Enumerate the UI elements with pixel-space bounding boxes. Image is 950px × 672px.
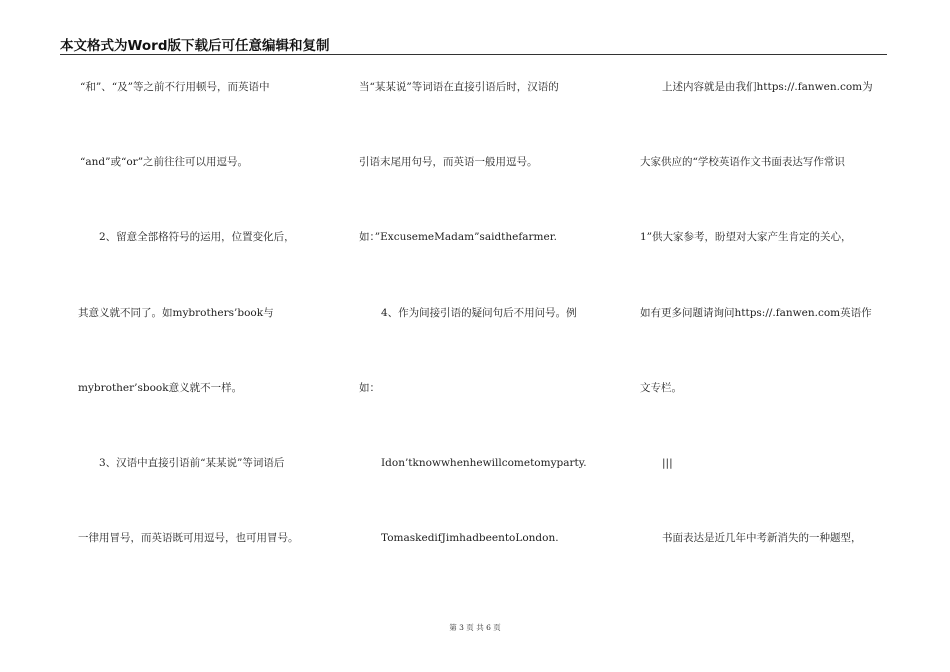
- paragraph-line: 大家供应的“学校英语作文书面表达写作常识: [640, 156, 845, 168]
- paragraph-line: 2、留意全部格符号的运用，位置变化后，: [99, 231, 295, 243]
- document-title: 本文格式为Word版下载后可任意编辑和复制: [60, 38, 330, 54]
- paragraph-line: mybrother’sbook意义就不一样。: [78, 382, 243, 394]
- paragraph-line: 上述内容就是由我们https://.fanwen.com为: [662, 81, 873, 93]
- paragraph-line: |||: [662, 457, 673, 469]
- paragraph-line: 如有更多问题请询问https://.fanwen.com英语作: [640, 307, 872, 319]
- paragraph-line: 当“某某说”等词语在直接引语后时，汉语的: [359, 81, 559, 93]
- paragraph-line: 其意义就不同了。如mybrothers’book与: [78, 307, 274, 319]
- paragraph-line: 引语末尾用句号，而英语一般用逗号。: [359, 156, 538, 168]
- paragraph-line: TomaskedifJimhadbeentoLondon.: [381, 532, 559, 544]
- paragraph-line: 4、作为间接引语的疑问句后不用问号。例: [381, 307, 577, 319]
- page-number-footer: 第 3 页 共 6 页: [449, 623, 501, 632]
- paragraph-line: 如：: [359, 382, 380, 394]
- paragraph-line: 书面表达是近几年中考新消失的一种题型，: [662, 532, 862, 544]
- paragraph-line: 一律用冒号，而英语既可用逗号，也可用冒号。: [78, 532, 299, 544]
- paragraph-line: 文专栏。: [640, 382, 682, 394]
- paragraph-line: “和”、“及”等之前不行用顿号，而英语中: [80, 81, 270, 93]
- page-header: [60, 34, 887, 55]
- paragraph-line: Idon’tknowwhenhewillcometomyparty.: [381, 457, 587, 469]
- paragraph-line: 3、汉语中直接引语前“某某说”等词语后: [99, 457, 285, 469]
- paragraph-line: 如：”ExcusemeMadam”saidthefarmer.: [359, 231, 557, 243]
- paragraph-line: 1”供大家参考，盼望对大家产生肯定的关心，: [640, 231, 852, 243]
- paragraph-line: “and”或“or”之前往往可以用逗号。: [80, 156, 249, 168]
